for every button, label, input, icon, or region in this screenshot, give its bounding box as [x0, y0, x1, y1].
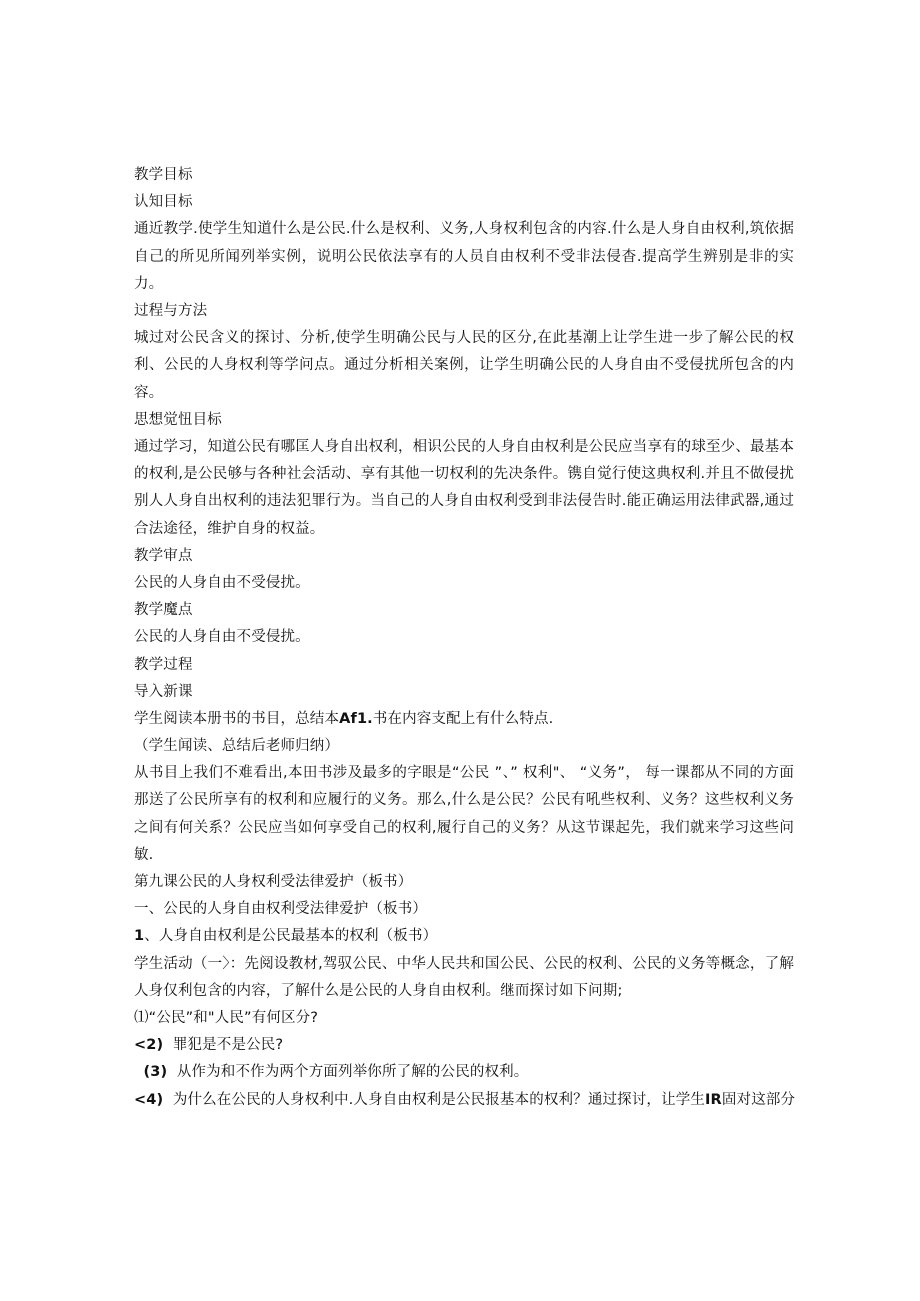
heading-key-point: 教学审点 [134, 547, 193, 564]
heading-section-one: 一、公民的人身自由权利受法律爱护（板书） [134, 901, 427, 918]
text-intro-note: （学生闻读、总结后老师归纳） [134, 738, 340, 755]
paragraph-student-activity: 学生活动（一〉：先阅设教材,驾驭公民、中华人民共和国公民、公民的权利、公民的义务等概念，了解人身仅利包含的内容，了解什么是公民的人身自由权利。继而探讨如下问期; [134, 955, 794, 999]
question-4-text-b: 固对这部分 [721, 1091, 796, 1108]
intro-text-b: 书在内容支配上有什么特点. [372, 710, 554, 727]
heading-process-method: 过程与方法 [134, 302, 208, 319]
heading-teaching-goals: 教学目标 [134, 167, 193, 183]
text-introduction [134, 706, 794, 733]
subsection-number: 1 [134, 928, 145, 945]
question-1-text: “公民”和"人民”有何区分? [148, 1010, 319, 1027]
question-2 [134, 1032, 794, 1059]
question-4-text-a: 为什么在公民的人身权利中.人身自由权利是公民报基本的权利？通过探讨，让学生 [172, 1091, 706, 1108]
question-3-text: 从作为和不作为两个方面列举你所了解的公民的权利。 [176, 1064, 529, 1081]
paragraph-thought-goals: 通过学习，知道公民有哪匡人身自出权利，相识公民的人身自由权利是公民应当享有的球至少、最基本的权利,是公民够与各种社会活动、享有其他一切权利的先决条件。镌自觉行使这典权利.并且不做侵扰别人人身自出权利的违法犯罪行为。当自己的人身自由权利受到非法侵告时.能正确运用法律武器,通过合法途径，维护自身的权益。 [134, 438, 794, 537]
question-2-text: 罪犯是不是公民? [172, 1037, 284, 1054]
question-3 [134, 1059, 794, 1086]
document-page [134, 162, 794, 1114]
question-2-number: <2) [134, 1037, 164, 1054]
question-4-bold: IR [705, 1091, 722, 1108]
heading-thought-goals: 思想觉忸目标 [134, 411, 222, 428]
heading-lesson-nine: 第九课公民的人身权利受法律爱护（板书） [134, 874, 413, 891]
text-difficult-point: 公民的人身自由不受侵扰。 [134, 629, 310, 646]
heading-cognitive-goals: 认知目标 [134, 194, 193, 211]
text-key-point: 公民的人身自由不受侵扰。 [134, 574, 310, 591]
question-1-number: ⑴ [134, 1010, 149, 1027]
question-3-number: (3) [143, 1064, 168, 1081]
question-1 [134, 1005, 794, 1032]
heading-introduction: 导入新课 [134, 683, 193, 700]
intro-bold-text: Af1. [339, 710, 373, 727]
paragraph-cognitive-goals: 通近教学.使学生知道什么是公民.什么是权利、义务,人身权利包含的内容.什么是人身自由权利,筑依据自己的所见所闻列举实例，说明公民依法享有的人员自由权利不受非法侵杳.提高学生辨别是非的实力。 [134, 221, 794, 292]
question-4-number: <4) [134, 1091, 164, 1108]
question-4 [134, 1087, 794, 1114]
heading-teaching-process: 教学过程 [134, 656, 193, 673]
paragraph-intro-discussion: 从书目上我们不难看出,本田书涉及最多的字眼是“公民 ”、” 权利"、 “义务”， 每一课都从不同的方面那送了公民所享有的权利和应履行的义务。那么,什么是公民？公民有吼些权利、义务？这些权利义务之间有何关系？公民应当如何享受自己的权利,履行自己的义务？从这节课起先，我们就来学习这些问敏. [134, 765, 794, 863]
heading-subsection-one [134, 923, 794, 950]
paragraph-process-method: 城过对公民含义的探讨、分析,使学生明确公民与人民的区分,在此基潮上让学生进一步了解公民的权利、公民的人身权利等学问点。通过分析相关案例，让学生明确公民的人身自由不受侵扰所包含的内容。 [134, 330, 794, 401]
heading-difficult-point: 教学魔点 [134, 602, 193, 619]
intro-text-a: 学生阅读本册书的书目，总结本 [134, 710, 340, 727]
subsection-title: 、人身自由权利是公民最基本的权利（板书） [144, 928, 438, 945]
